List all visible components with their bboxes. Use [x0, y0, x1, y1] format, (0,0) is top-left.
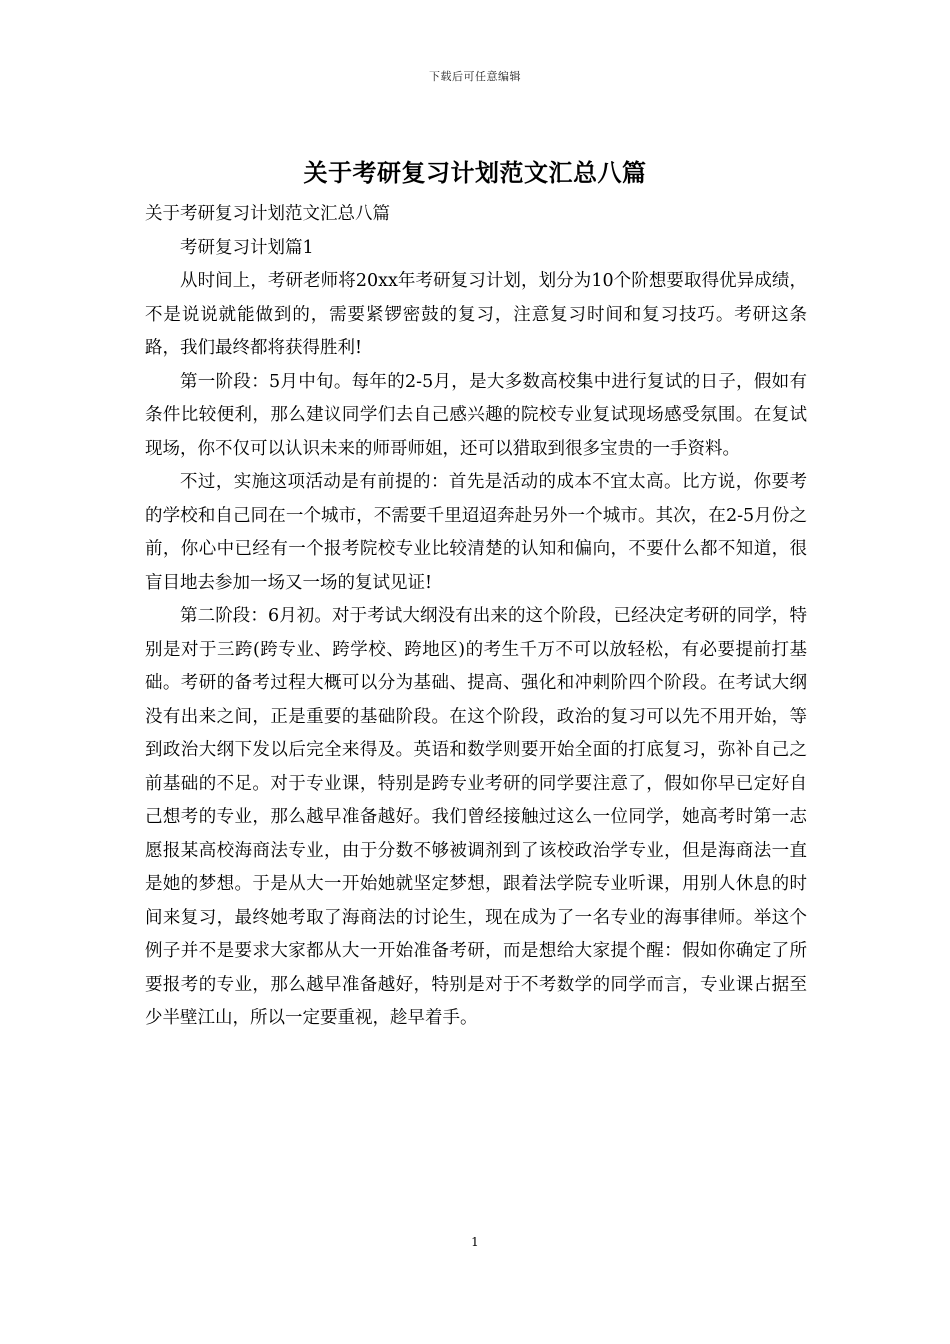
- document-title: 关于考研复习计划范文汇总八篇: [303, 158, 647, 187]
- section-heading: 考研复习计划篇1: [180, 237, 314, 258]
- document-body: [145, 198, 807, 1036]
- paragraph-stage-one: 第一阶段：5月中旬。每年的2-5月，是大多数高校集中进行复试的日子，假如有条件比较便利，那么建议同学们去自己感兴趣的院校专业复试现场感受氛围。在复试现场，你不仅可以认识未来的师哥师姐，还可以猎取到很多宝贵的一手资料。: [145, 371, 807, 459]
- paragraph-stage-one-prerequisite: 不过，实施这项活动是有前提的：首先是活动的成本不宜太高。比方说，你要考的学校和自己同在一个城市，不需要千里迢迢奔赴另外一个城市。其次，在2-5月份之前，你心中已经有一个报考院校专业比较清楚的认知和偏向，不要什么都不知道，很盲目地去参加一场又一场的复试见证!: [145, 472, 807, 593]
- page-number: 1: [471, 1235, 479, 1249]
- paragraph-intro: 从时间上，考研老师将20xx年考研复习计划，划分为10个阶想要取得优异成绩，不是说说就能做到的，需要紧锣密鼓的复习，注意复习时间和复习技巧。考研这条路，我们最终都将获得胜利!: [145, 271, 807, 358]
- document-subtitle: 关于考研复习计划范文汇总八篇: [145, 204, 390, 224]
- page-header-note: 下载后可任意编辑: [429, 70, 521, 83]
- paragraph-stage-two: 第二阶段：6月初。对于考试大纲没有出来的这个阶段，已经决定考研的同学，特别是对于三跨(跨专业、跨学校、跨地区)的考生千万不可以放轻松，有必要提前打基础。考研的备考过程大概可以分为基础、提高、强化和冲刺阶四个阶段。在考试大纲没有出来之间，正是重要的基础阶段。在这个阶段，政治的复习可以先不用开始，等到政治大纲下发以后完全来得及。英语和数学则要开始全面的打底复习，弥补自己之前基础的不足。对于专业课，特别是跨专业考研的同学要注意了，假如你早已定好自己想考的专业，那么越早准备越好。我们曾经接触过这么一位同学，她高考时第一志愿报某高校海商法专业，由于分数不够被调剂到了该校政治学专业，但是海商法一直是她的梦想。于是从大一开始她就坚定梦想，跟着法学院专业听课，用别人休息的时间来复习，最终她考取了海商法的讨论生，现在成为了一名专业的海事律师。举这个例子并不是要求大家都从大一开始准备考研，而是想给大家提个醒：假如你确定了所要报考的专业，那么越早准备越好，特别是对于不考数学的同学而言，专业课占据至少半壁江山，所以一定要重视，趁早着手。: [145, 606, 807, 1028]
